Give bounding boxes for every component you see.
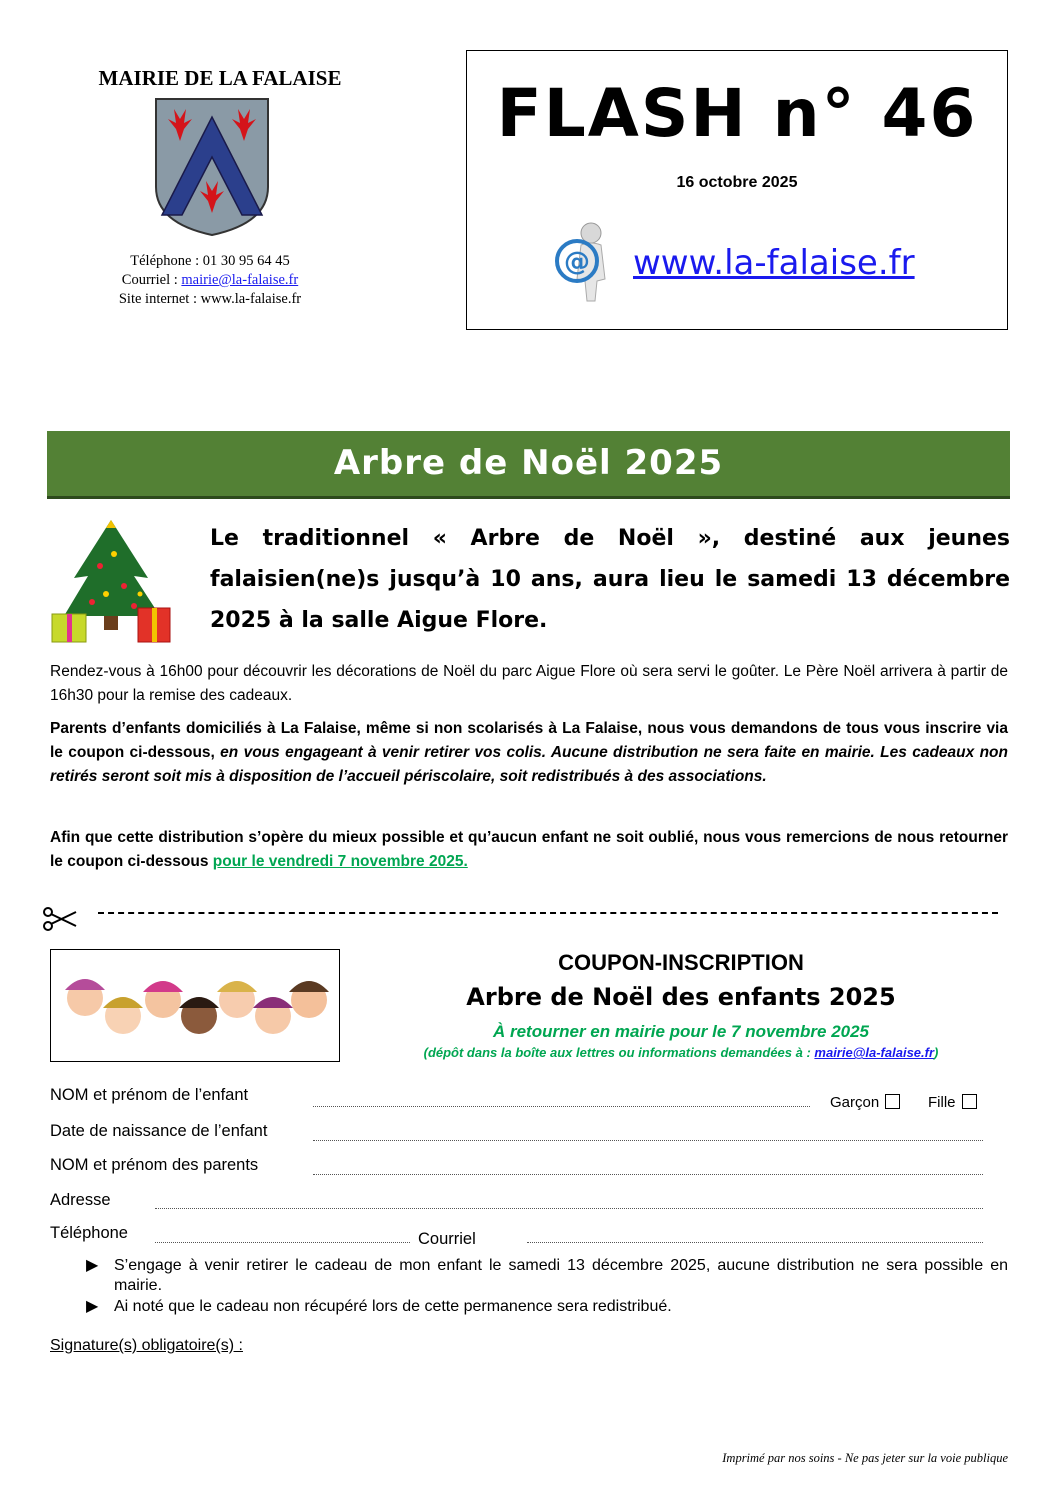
footer-note: Imprimé par nos soins - Ne pas jeter sur la voie publique — [722, 1451, 1008, 1465]
girl-label: Fille — [928, 1094, 956, 1111]
phone-label: Téléphone — [50, 1224, 128, 1242]
phone-field[interactable] — [155, 1242, 410, 1243]
flash-box — [466, 50, 1008, 330]
email-label: Courriel : — [121, 272, 182, 288]
christmas-tree-icon — [48, 516, 174, 646]
girl-checkbox[interactable] — [962, 1094, 977, 1109]
coupon-title: COUPON-INSCRIPTION — [558, 950, 804, 975]
email-line — [60, 271, 360, 290]
bullet-arrow-icon: ▶ — [86, 1257, 99, 1274]
kids-faces-icon — [51, 950, 339, 1061]
address-field[interactable] — [155, 1208, 983, 1209]
email-link[interactable]: mairie@la-falaise.fr — [181, 272, 299, 288]
banner-title: Arbre de Noël 2025 — [333, 443, 724, 483]
coupon-email-link[interactable]: mairie@la-falaise.fr — [814, 1045, 935, 1060]
coupon-return-date: À retourner en mairie pour le 7 novembre 2025 — [492, 1022, 870, 1041]
svg-text:@: @ — [564, 247, 590, 277]
email-field[interactable] — [527, 1242, 983, 1243]
boy-checkbox[interactable] — [885, 1094, 900, 1109]
boy-option[interactable] — [830, 1094, 900, 1111]
paragraph-rendezvous: Rendez-vous à 16h00 pour découvrir les décorations de Noël du parc Aigue Flore où sera servi le goûter. Le Père Noël arrivera à partir de 16h30 pour la remise des cadeaux. — [50, 663, 1008, 704]
email-label: Courriel — [418, 1230, 476, 1248]
web-at-icon — [551, 219, 617, 303]
commitment-bullet-2 — [86, 1297, 1008, 1317]
flash-title: FLASH n° 46 — [496, 75, 978, 152]
parents-name-label: NOM et prénom des parents — [50, 1156, 259, 1174]
cut-line — [98, 912, 998, 916]
address-label: Adresse — [50, 1191, 111, 1209]
scissors-icon — [42, 906, 78, 932]
coupon-note — [350, 1045, 1012, 1060]
intro-text: Le traditionnel « Arbre de Noël », destiné aux jeunes falaisien(ne)s jusqu’à 10 ans, aura lieu le samedi 13 décembre 2025 à la salle Aigue Flore. — [210, 526, 1010, 633]
birth-date-label: Date de naissance de l’enfant — [50, 1122, 268, 1140]
signature-label: Signature(s) obligatoire(s) : — [50, 1337, 243, 1354]
website-link[interactable]: www.la-falaise.fr — [633, 243, 915, 283]
child-name-label: NOM et prénom de l’enfant — [50, 1086, 249, 1104]
section-banner — [47, 431, 1010, 499]
paragraph-parents-part1: Parents d’enfants domiciliés à La Falaise, même si non scolarisés à La Falaise, nous vous demandons de tous vous inscrire via le coupon ci-dessous, — [50, 720, 1008, 761]
bullet-arrow-icon: ▶ — [86, 1298, 99, 1315]
coat-of-arms-logo — [152, 95, 272, 237]
coupon-subtitle: Arbre de Noël des enfants 2025 — [466, 983, 896, 1011]
paragraph-parents — [50, 717, 1008, 789]
deadline-text: pour le vendredi 7 novembre 2025. — [212, 853, 468, 870]
boy-label: Garçon — [830, 1094, 880, 1111]
paragraph-distribution — [50, 826, 1008, 874]
commitment-bullet-1 — [86, 1256, 1008, 1296]
phone-line: Téléphone : 01 30 95 64 45 — [130, 253, 290, 269]
commitment-text-1: S’engage à venir retirer le cadeau de mon enfant le samedi 13 décembre 2025, aucune distribution ne sera possible en mairie. — [114, 1257, 1008, 1294]
child-name-field[interactable] — [313, 1106, 810, 1107]
contact-info — [60, 252, 360, 309]
kids-illustration — [50, 949, 340, 1062]
paragraph-parents-part2: en vous engageant à venir retirer vos colis. Aucune distribution ne sera faite en mairie. Les cadeaux non retirés seront soit mis à disposition de l’accueil périscolaire, soit redistribués à des associations. — [50, 744, 1008, 785]
paragraph-distribution-part1: Afin que cette distribution s’opère du mieux possible et qu’aucun enfant ne soit oublié, nous vous remercions de nous retourner le coupon ci-dessous — [50, 829, 1008, 870]
girl-option[interactable] — [928, 1094, 977, 1111]
birth-date-field[interactable] — [313, 1140, 983, 1141]
site-line: Site internet : www.la-falaise.fr — [118, 291, 302, 307]
coupon-note-suffix: ) — [934, 1045, 939, 1060]
coupon-note-prefix: (dépôt dans la boîte aux lettres ou informations demandées à : — [423, 1045, 815, 1060]
flash-date: 16 octobre 2025 — [676, 174, 798, 191]
parents-name-field[interactable] — [313, 1174, 983, 1175]
commitment-text-2: Ai noté que le cadeau non récupéré lors de cette permanence sera redistribué. — [114, 1298, 672, 1315]
mairie-title: MAIRIE DE LA FALAISE — [98, 66, 342, 90]
